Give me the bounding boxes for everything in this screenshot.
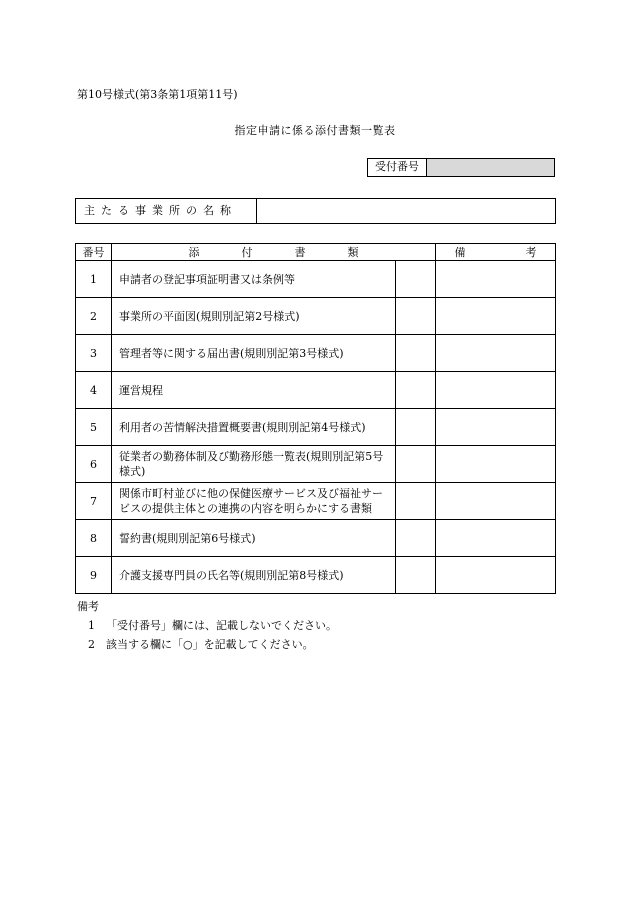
table-row [76,261,556,298]
row-number: 2 [76,298,112,335]
document-name: 運営規程 [112,372,396,409]
check-cell[interactable] [396,446,436,483]
check-cell[interactable] [396,298,436,335]
table-row [76,372,556,409]
row-number: 8 [76,520,112,557]
header-remarks: 備考 [436,244,556,261]
form-number: 第10号様式(第3条第1項第11号) [77,88,238,101]
note-text: 該当する欄に「○」を記載してください。 [106,638,314,651]
document-name: 関係市町村並びに他の保健医療サービス及び福祉サービスの提供主体との連携の内容を明らかにする書類 [112,483,396,520]
receipt-number-box [367,158,555,177]
row-number: 6 [76,446,112,483]
note-item [77,635,337,654]
check-cell[interactable] [396,409,436,446]
row-number: 9 [76,557,112,594]
document-name: 管理者等に関する届出書(規則別記第3号様式) [112,335,396,372]
document-name: 利用者の苦情解決措置概要書(規則別記第4号様式) [112,409,396,446]
header-attachments: 添付書類 [112,244,436,261]
table-row [76,446,556,483]
note-item [77,616,337,635]
note-text: 「受付番号」欄には、記載しないでください。 [106,619,337,632]
table-row [76,483,556,520]
header-no: 番号 [76,244,112,261]
attachments-table [75,243,597,594]
remarks-cell[interactable] [436,335,556,372]
check-cell[interactable] [396,261,436,298]
document-name: 介護支援専門員の氏名等(規則別記第8号様式) [112,557,396,594]
remarks-cell[interactable] [436,446,556,483]
remarks-cell[interactable] [436,557,556,594]
notes-section [77,597,337,654]
document-name: 誓約書(規則別記第6号様式) [112,520,396,557]
check-cell[interactable] [396,483,436,520]
row-number: 7 [76,483,112,520]
note-number: 1 [88,619,95,632]
table-header-row [76,244,556,261]
check-cell[interactable] [396,557,436,594]
remarks-cell[interactable] [436,409,556,446]
document-name: 従業者の勤務体制及び勤務形態一覧表(規則別記第5号様式) [112,446,396,483]
remarks-cell[interactable] [436,483,556,520]
remarks-cell[interactable] [436,520,556,557]
check-cell[interactable] [396,372,436,409]
check-cell[interactable] [396,520,436,557]
table-row [76,409,556,446]
remarks-cell[interactable] [436,372,556,409]
check-cell[interactable] [396,335,436,372]
document-name: 申請者の登記事項証明書又は条例等 [112,261,396,298]
row-number: 3 [76,335,112,372]
table-row [76,520,556,557]
office-name-box [75,198,556,224]
table-row [76,335,556,372]
notes-title: 備考 [77,600,99,613]
row-number: 4 [76,372,112,409]
document-title: 指定申請に係る添付書類一覧表 [234,124,396,137]
row-number: 5 [76,409,112,446]
receipt-number-field[interactable] [427,159,554,176]
remarks-cell[interactable] [436,261,556,298]
office-name-field[interactable] [257,199,555,223]
remarks-cell[interactable] [436,298,556,335]
receipt-number-label: 受付番号 [368,159,427,176]
table-row [76,298,556,335]
table-row [76,557,556,594]
row-number: 1 [76,261,112,298]
office-name-label: 主たる事業所の名称 [76,199,257,223]
document-name: 事業所の平面図(規則別記第2号様式) [112,298,396,335]
note-number: 2 [88,638,95,651]
